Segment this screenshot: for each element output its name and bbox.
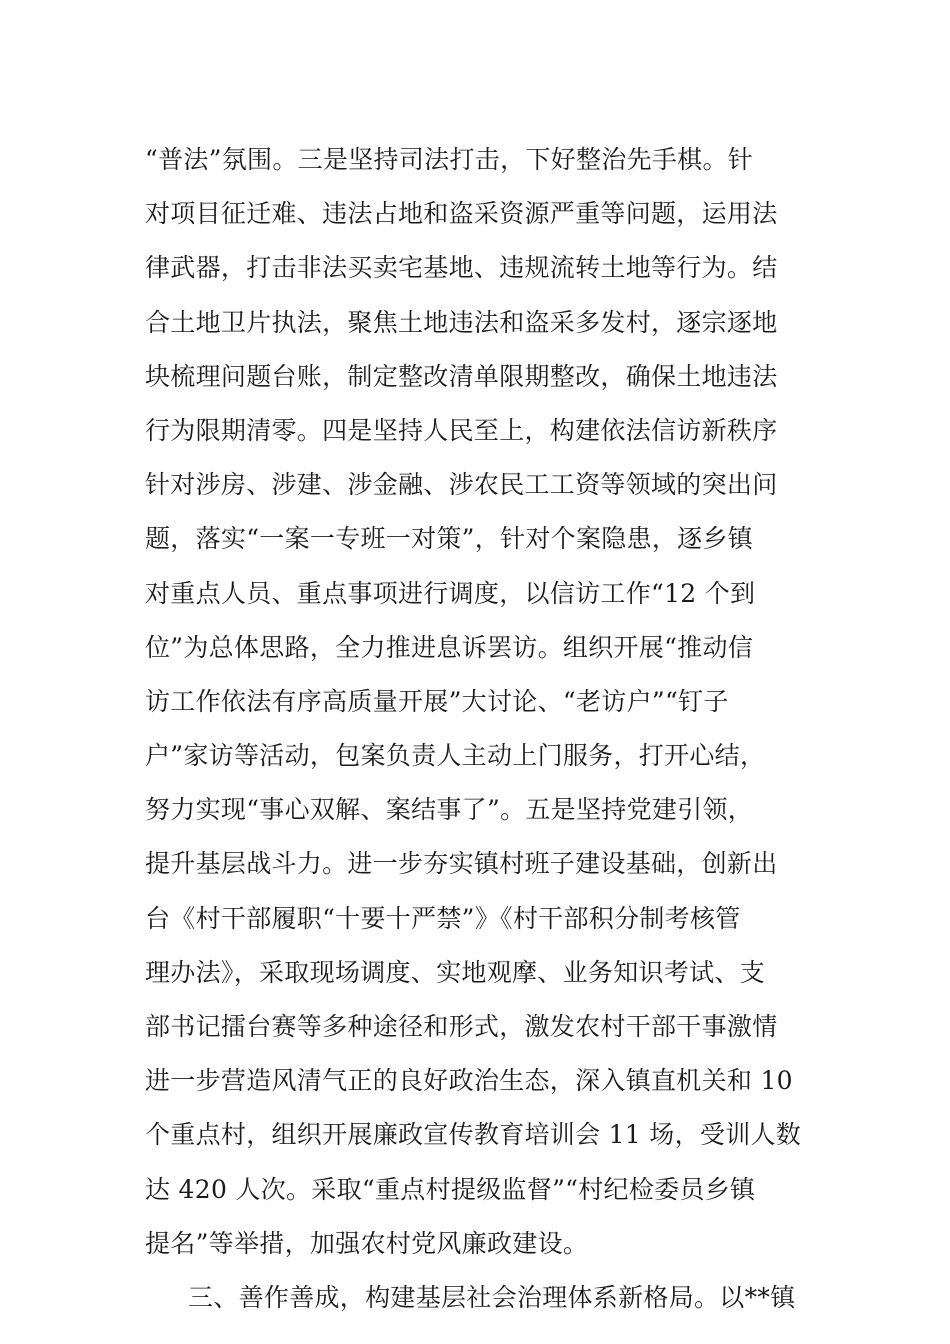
text-line-4: 合土地卫片执法，聚焦土地违法和盗采多发村，逐宗逐地 <box>145 307 778 337</box>
text-line-1: “普法”氛围。三是坚持司法打击，下好整治先手棋。针 <box>145 145 754 174</box>
text-line-12: 户”家访等活动，包案负责人主动上门服务，打开心结， <box>145 741 766 771</box>
text-line-20: 达 420 人次。采取“重点村提级监督”“村纪检委员乡镇 <box>145 1174 756 1204</box>
body-text <box>145 133 810 1325</box>
text-line-17: 部书记擂台赛等多种途径和形式，激发农村干部干事激情 <box>145 1012 778 1041</box>
text-line-18: 进一步营造风清气正的良好政治生态，深入镇直机关和 10 <box>145 1066 793 1096</box>
text-line-2: 对项目征迁难、违法占地和盗采资源严重等问题，运用法 <box>145 199 778 229</box>
text-line-16: 理办法》，采取现场调度、实地观摩、业务知识考试、支 <box>145 957 766 987</box>
text-line-6: 行为限期清零。四是坚持人民至上，构建依法信访新秩序 <box>145 415 778 445</box>
section-heading-line: 三、善作善成，构建基层社会治理体系新格局。以**镇 <box>188 1282 796 1312</box>
text-line-3: 律武器，打击非法买卖宅基地、违规流转土地等行为。结 <box>145 253 778 283</box>
text-line-14: 提升基层战斗力。进一步夯实镇村班子建设基础，创新出 <box>145 849 778 879</box>
text-line-8: 题，落实“一案一专班一对策”，针对个案隐患，逐乡镇 <box>145 524 754 554</box>
text-line-5: 块梳理问题台账，制定整改清单限期整改，确保土地违法 <box>145 361 778 391</box>
text-line-21: 提名”等举措，加强农村党风廉政建设。 <box>145 1228 589 1258</box>
text-line-19: 个重点村，组织开展廉政宣传教育培训会 11 场，受训人数 <box>145 1120 802 1150</box>
text-line-13: 努力实现“事心双解、案结事了”。五是坚持党建引领， <box>145 795 754 825</box>
text-line-7: 针对涉房、涉建、涉金融、涉农民工工资等领域的突出问 <box>145 470 778 500</box>
text-line-10: 位”为总体思路，全力推进息诉罢访。组织开展“推动信 <box>145 632 754 662</box>
text-line-9: 对重点人员、重点事项进行调度，以信访工作“12 个到 <box>145 578 756 608</box>
text-line-15: 台《村干部履职“十要十严禁”》《村干部积分制考核管 <box>145 903 741 933</box>
text-line-11: 访工作依法有序高质量开展”大讨论、“老访户”“钉子 <box>145 686 729 716</box>
